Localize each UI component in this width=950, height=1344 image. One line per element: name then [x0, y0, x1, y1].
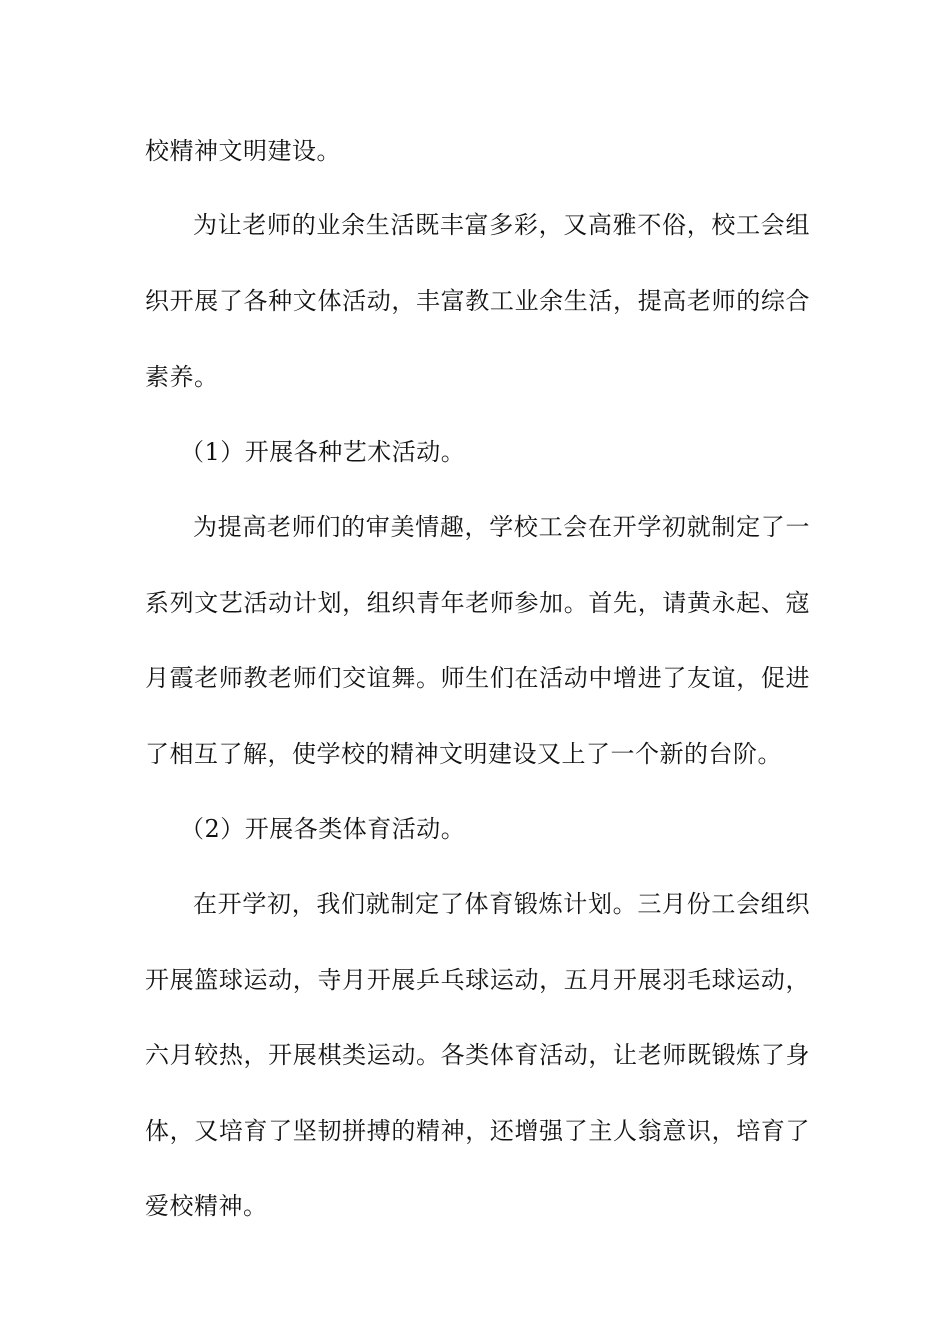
paragraph-line: 校精神文明建设。 — [145, 137, 341, 165]
paragraph-line: 为提高老师们的审美情趣，学校工会在开学初就制定了一 — [193, 513, 810, 541]
paragraph-line: 系列文艺活动计划，组织青年老师参加。首先，请黄永起、寇 — [145, 589, 810, 617]
paragraph-line: 爱校精神。 — [145, 1192, 268, 1220]
paragraph-line: 织开展了各种文体活动，丰富教工业余生活，提高老师的综合 — [145, 287, 810, 315]
paragraph-line: 月霞老师教老师们交谊舞。师生们在活动中增进了友谊，促进 — [145, 664, 810, 692]
paragraph-line: 在开学初，我们就制定了体育锻炼计划。三月份工会组织 — [193, 890, 810, 918]
section-heading: （1）开展各种艺术活动。 — [180, 438, 466, 466]
paragraph-line: 开展篮球运动，寺月开展乒乓球运动，五月开展羽毛球运动， — [145, 966, 810, 994]
paragraph-line: 六月较热，开展棋类运动。各类体育活动，让老师既锻炼了身 — [145, 1041, 810, 1069]
paragraph-line: 素养。 — [145, 363, 219, 391]
section-heading: （2）开展各类体育活动。 — [180, 815, 466, 843]
paragraph-line: 了相互了解，使学校的精神文明建设又上了一个新的台阶。 — [145, 740, 782, 768]
paragraph-line: 为让老师的业余生活既丰富多彩，又高雅不俗，校工会组 — [193, 211, 810, 239]
paragraph-line: 体，又培育了坚韧拼搏的精神，还增强了主人翁意识，培育了 — [145, 1117, 810, 1145]
